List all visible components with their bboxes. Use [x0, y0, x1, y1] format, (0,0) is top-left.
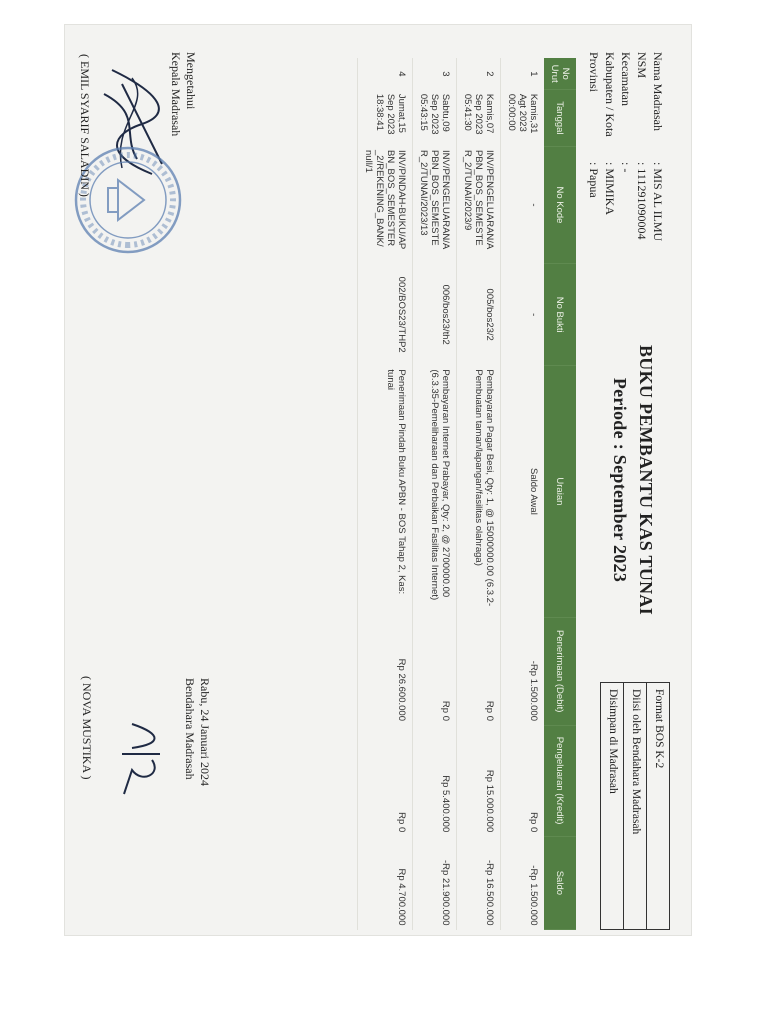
header-date: Tanggal [544, 90, 576, 146]
header-kredit: Pengeluaran (Kredit) [544, 725, 576, 836]
document-title: BUKU PEMBANTU KAS TUNAI [636, 344, 656, 616]
header-saldo: Saldo [544, 836, 576, 929]
meta-row [586, 52, 602, 241]
format-line: Diisi oleh Bendahara Madrasah [623, 683, 646, 929]
cell-debit: Rp 0 [413, 617, 457, 725]
rotated-document [64, 24, 692, 936]
meta-value: : Papua [587, 162, 601, 198]
cell-bukti: 006/bos23/th2 [413, 264, 457, 365]
cell-no: 2 [457, 58, 501, 90]
treasurer-signature [112, 714, 172, 804]
cell-saldo: Rp 4.700.000 [358, 836, 413, 929]
meta-label: NSM [635, 52, 649, 79]
meta-label: Nama Madrasah [651, 52, 665, 131]
cell-code: INV/PENGELUARAN/A PBN_BOS_SEMESTE R_2/TUNAI/2023/9 [457, 146, 501, 264]
cell-debit: Rp 0 [457, 617, 501, 725]
meta-value: : MIMIKA [603, 162, 617, 215]
cell-bukti: 005/bos23/2 [457, 264, 501, 365]
cell-no: 3 [413, 58, 457, 90]
sign-role: Kepala Madrasah [169, 52, 183, 137]
meta-value: : MIS AL ILMU [651, 162, 665, 242]
headmaster-name: ( EMIL SYARIF SALADIN ) [78, 54, 92, 197]
header-debit: Penerimaan (Debit) [544, 617, 576, 725]
treasurer-sign-block [182, 678, 212, 786]
cell-kredit: Rp 0 [501, 725, 545, 836]
table-header-row [544, 58, 576, 930]
header-uraian: Uraian [544, 365, 576, 617]
cell-date: Kamis,31 Agt 2023 00:00:00 [501, 90, 545, 146]
meta-label: Kecamatan [619, 52, 633, 106]
cell-uraian: Pembayaran Pagar Besi, Qty: 1, @ 15000000.00 (6.3.2-Pembuatan taman/lapangan/fasilitas olahraga) [457, 365, 501, 617]
header-no: No Urut [544, 58, 576, 90]
cell-saldo: -Rp 21.900.000 [413, 836, 457, 929]
meta-label: Kabupaten / Kota [603, 52, 617, 137]
cell-uraian: Pembayaran Internet Prabayar, Qty: 2, @ 2700000.00 (6.3.35-Pemeliharaan dan Perbaikan Fasilitas Internet) [413, 365, 457, 617]
table-row [457, 58, 501, 930]
sign-caption: Mengetahui [184, 52, 198, 110]
scanned-page [64, 24, 692, 936]
cell-code: INV/PENGELUARAN/A PBN_BOS_SEMESTE R_2/TUNAI/2023/13 [413, 146, 457, 264]
header-code: No Kode [544, 146, 576, 264]
cell-uraian: Penerimaan Pindah Buku APBN - BOS Tahap 2, Kas: tunai [358, 365, 413, 617]
cell-code: - [501, 146, 545, 264]
format-box [600, 682, 670, 930]
cell-kredit: Rp 15.000.000 [457, 725, 501, 836]
cell-saldo: -Rp 16.500.000 [457, 836, 501, 929]
sign-date: Rabu, 24 Januari 2024 [198, 678, 212, 786]
format-line: Disimpan di Madrasah [607, 689, 619, 794]
cell-debit: Rp 26.600.000 [358, 617, 413, 725]
meta-value: : - [619, 162, 633, 173]
table-row [413, 58, 457, 930]
meta-value: : 111291090004 [635, 162, 649, 240]
cell-date: Kamis,07 Sep 2023 05:41:30 [457, 90, 501, 146]
cash-ledger-table [357, 58, 576, 930]
cell-saldo: -Rp 1.500.000 [501, 836, 545, 929]
cell-debit: -Rp 1.500.000 [501, 617, 545, 725]
cell-kredit: Rp 5.400.000 [413, 725, 457, 836]
header-bukti: No Bukti [544, 264, 576, 365]
cell-code: INV/PINDAH-BUKU/AP BN_BOS_SEMESTER _2/REKENING_BANK/ null/1 [358, 146, 413, 264]
treasurer-name: ( NOVA MUSTIKA ) [80, 676, 94, 780]
cell-no: 1 [501, 58, 545, 90]
cell-uraian: Saldo Awal [501, 365, 545, 617]
cell-date: Sabtu,09 Sep 2023 05:43:15 [413, 90, 457, 146]
format-line: Format BOS K-2 [646, 683, 669, 929]
cell-no: 4 [358, 58, 413, 90]
cell-kredit: Rp 0 [358, 725, 413, 836]
table-row [501, 58, 545, 930]
cell-bukti: - [501, 264, 545, 365]
cell-date: Jumat,15 Sep 2023 18:38:41 [358, 90, 413, 146]
table-row [358, 58, 413, 930]
cell-bukti: 002/BOS23/THP2 [358, 264, 413, 365]
document-period: Periode : September 2023 [610, 377, 630, 583]
sign-role: Bendahara Madrasah [183, 678, 197, 780]
meta-label: Provinsi [587, 52, 601, 93]
